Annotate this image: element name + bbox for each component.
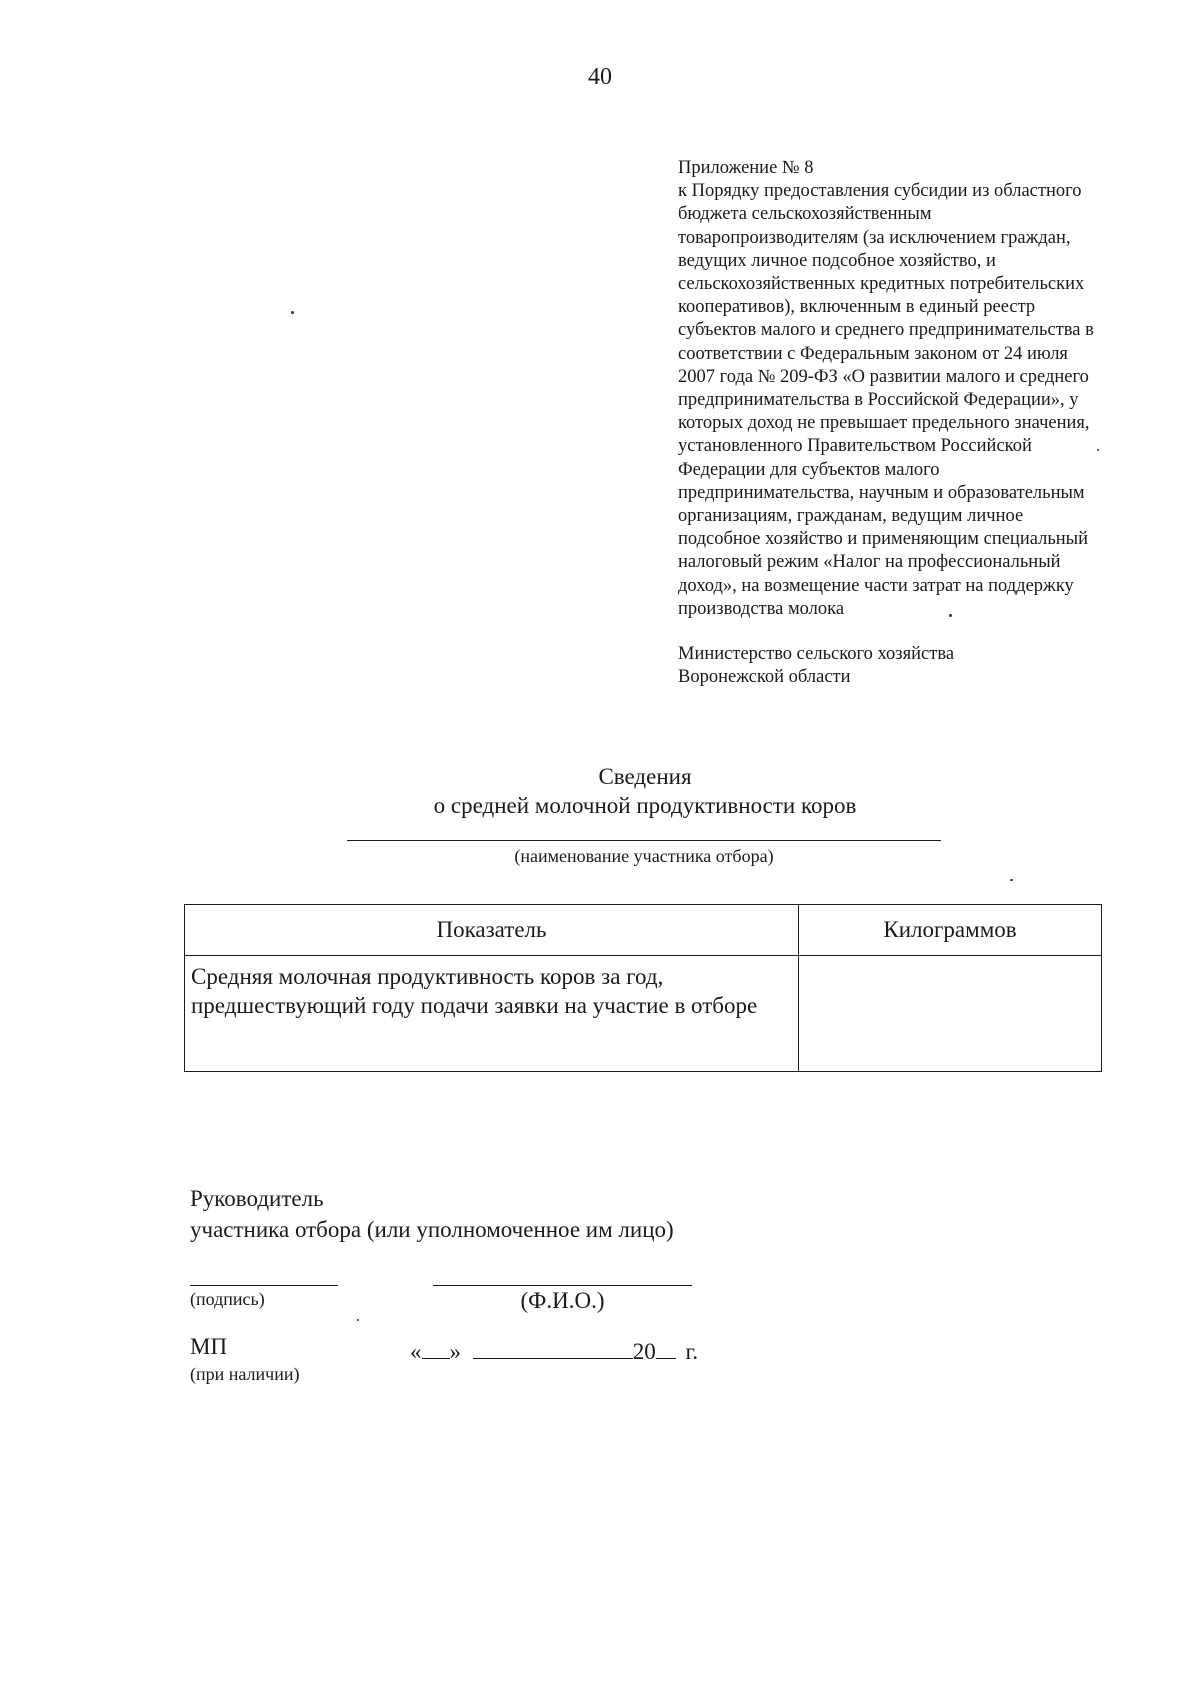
signature-field[interactable]: [190, 1285, 338, 1286]
signature-caption: (подпись): [190, 1289, 265, 1309]
signer-block: [190, 1183, 674, 1245]
date-row: [410, 1334, 698, 1365]
document-title: [0, 762, 1200, 820]
appendix-line: предпринимательства в Российской Федерации», у: [678, 390, 1079, 411]
scan-speck: [1010, 879, 1013, 881]
appendix-line: организациям, гражданам, ведущим личное: [678, 506, 1024, 527]
date-month-field[interactable]: [473, 1334, 633, 1359]
scan-speck: [291, 311, 294, 314]
table-row: [185, 956, 1102, 1072]
productivity-table: [184, 904, 1102, 1072]
scan-speck: [949, 614, 952, 617]
date-year-suffix: г.: [685, 1339, 699, 1364]
appendix-line: Приложение № 8: [678, 158, 814, 178]
scan-speck: [1097, 449, 1099, 451]
appendix-line: налоговый режим «Налог на профессиональный: [678, 552, 1061, 573]
appendix-line: к Порядку предоставления субсидии из областного: [678, 181, 1082, 202]
table-header-row: [185, 905, 1102, 956]
participant-name-caption: (наименование участника отбора): [514, 846, 774, 866]
participant-name-field[interactable]: [347, 840, 941, 841]
signer-title: Руководитель: [190, 1186, 324, 1211]
appendix-line: Федерации для субъектов малого: [678, 459, 940, 480]
appendix-line: 2007 года № 209-ФЗ «О развитии малого и среднего: [678, 366, 1089, 387]
stamp-note: (при наличии): [190, 1364, 300, 1384]
appendix-line: кооперативов), включенным в единый реестр: [678, 297, 1036, 318]
header-kilograms: Килограммов: [799, 905, 1102, 956]
page-number: 40: [588, 64, 612, 90]
date-open-quote: «: [410, 1339, 422, 1364]
signer-subtitle: участника отбора (или уполномоченное им лицо): [190, 1217, 674, 1242]
appendix-gap: [678, 621, 1148, 643]
appendix-line: установленного Правительством Российской: [678, 436, 1032, 457]
appendix-line: производства молока: [678, 598, 845, 619]
fio-caption: (Ф.И.О.): [520, 1288, 605, 1313]
appendix-line: товаропроизводителям (за исключением граждан,: [678, 227, 1071, 248]
appendix-line: предпринимательства, научным и образовательным: [678, 482, 1085, 503]
appendix-line: подсобное хозяйство и применяющим специальный: [678, 529, 1089, 550]
fio-field[interactable]: [433, 1285, 692, 1286]
cell-kilograms-value[interactable]: [799, 956, 1102, 1072]
appendix-line: субъектов малого и среднего предпринимательства в: [678, 320, 1094, 341]
ministry-line: Воронежской области: [678, 667, 851, 688]
ministry-line: Министерство сельского хозяйства: [678, 644, 955, 665]
appendix-line: бюджета сельскохозяйственным: [678, 204, 932, 225]
date-close-quote: »: [449, 1339, 461, 1364]
appendix-line: доход», на возмещение части затрат на поддержку: [678, 575, 1074, 596]
appendix-line: которых доход не превышает предельного значения,: [678, 413, 1090, 434]
header-indicator: Показатель: [185, 905, 799, 956]
appendix-line: ведущих личное подсобное хозяйство, и: [678, 250, 996, 271]
appendix-header: [678, 157, 1148, 689]
date-day-field[interactable]: [422, 1334, 450, 1359]
appendix-line: сельскохозяйственных кредитных потребительских: [678, 274, 1085, 295]
title-line-1: Сведения: [598, 764, 692, 789]
date-year-prefix: 20: [632, 1339, 656, 1364]
title-line-2: о средней молочной продуктивности коров: [433, 793, 857, 818]
appendix-line: соответствии с Федеральным законом от 24 июля: [678, 343, 1068, 364]
scan-speck: [357, 1319, 359, 1321]
date-year-field[interactable]: [656, 1334, 676, 1359]
stamp-label: МП: [190, 1334, 228, 1359]
cell-indicator: Средняя молочная продуктивность коров за год, предшествующий году подачи заявки на участие в отборе: [185, 956, 799, 1072]
